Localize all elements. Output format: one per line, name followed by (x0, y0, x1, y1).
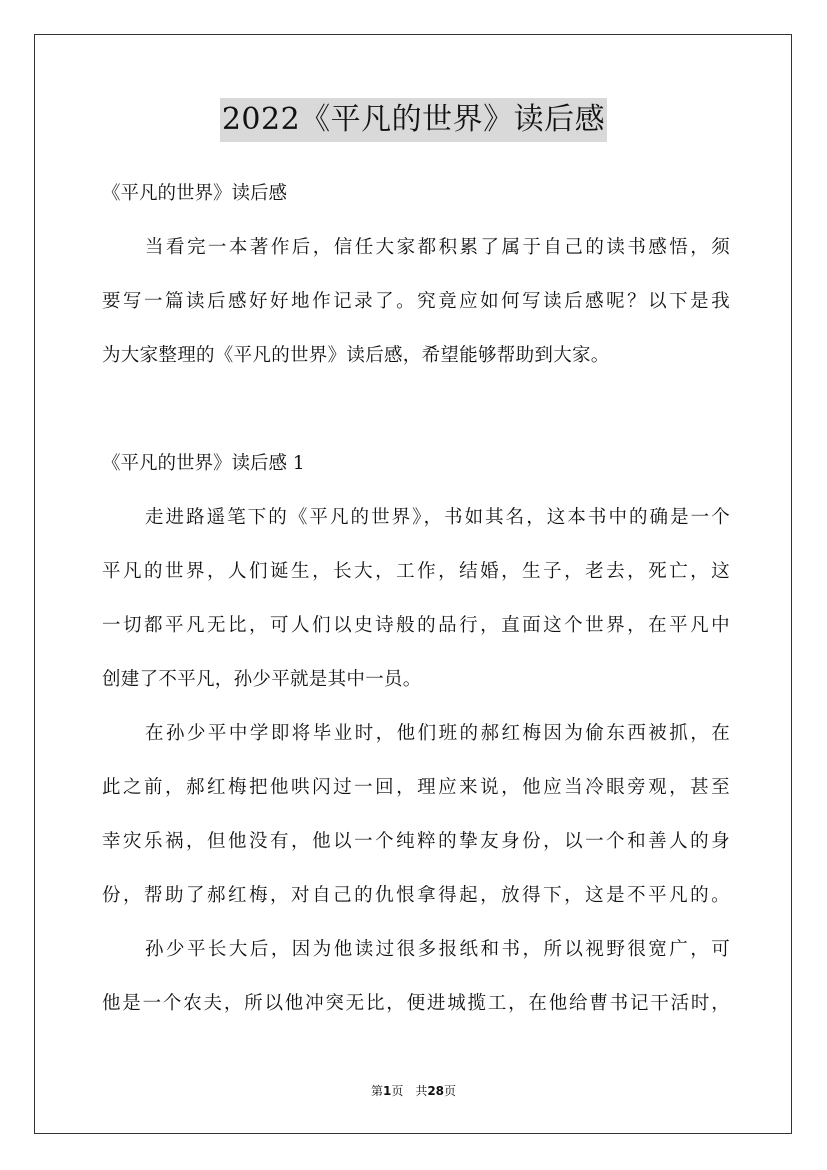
paragraph3-line: 他是一个农夫，所以他冲突无比，便进城揽工，在他给曹书记干活时， (102, 993, 730, 1014)
paragraph1-line: 创建了不平凡，孙少平就是其中一员。 (102, 669, 422, 690)
page-footer (0, 1082, 827, 1099)
page-label-suffix: 页 (444, 1084, 457, 1098)
paragraph3-line: 孙少平长大后，因为他读过很多报纸和书，所以视野很宽广，可 (145, 939, 730, 960)
intro-line: 为大家整理的《平凡的世界》读后感，希望能够帮助到大家。 (102, 345, 610, 366)
document-subtitle: 《平凡的世界》读后感 (102, 183, 288, 204)
paragraph-gap (102, 391, 730, 445)
intro-line: 当看完一本著作后，信任大家都积累了属于自己的读书感悟，须 (145, 237, 730, 258)
title-container (0, 98, 827, 142)
document-title[interactable]: 2022《平凡的世界》读后感 (220, 98, 607, 142)
paragraph1-line: 平凡的世界，人们诞生，长大，工作，结婚，生子，老去，死亡，这 (102, 561, 730, 582)
intro-line: 要写一篇读后感好好地作记录了。究竟应如何写读后感呢？以下是我 (102, 291, 730, 312)
paragraph1-line: 走进路遥笔下的《平凡的世界》，书如其名，这本书中的确是一个 (145, 507, 730, 528)
paragraph2-line: 份，帮助了郝红梅，对自己的仇恨拿得起，放得下，这是不平凡的。 (102, 885, 730, 906)
page-number: 1 (382, 1084, 392, 1098)
document-body (102, 175, 730, 1039)
paragraph2-line: 幸灾乐祸，但他没有，他以一个纯粹的挚友身份，以一个和善人的身 (102, 831, 730, 852)
paragraph1-line: 一切都平凡无比，可人们以史诗般的品行，直面这个世界，在平凡中 (102, 615, 730, 636)
paragraph2-line: 此之前，郝红梅把他哄闪过一回，理应来说，他应当冷眼旁观，甚至 (102, 777, 730, 798)
page-label-mid: 页 共 (391, 1084, 428, 1098)
section-heading: 《平凡的世界》读后感 1 (102, 453, 305, 474)
total-pages: 28 (427, 1084, 445, 1098)
page-label-prefix: 第 (370, 1084, 383, 1098)
paragraph2-line: 在孙少平中学即将毕业时，他们班的郝红梅因为偷东西被抓，在 (145, 723, 730, 744)
